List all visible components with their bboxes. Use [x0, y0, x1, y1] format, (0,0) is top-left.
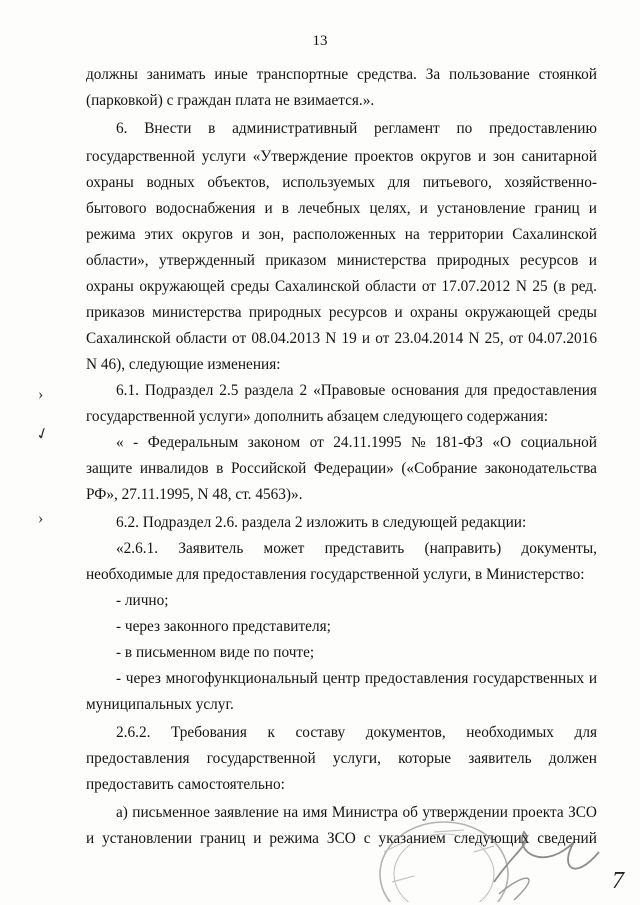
word: защите: [86, 460, 133, 477]
word: охраны: [86, 278, 134, 295]
text-line-content: [86, 67, 597, 82]
page-number: 13: [312, 33, 328, 49]
text-line-content: - лично;: [116, 592, 169, 609]
word: административный: [232, 120, 358, 137]
text-line-content: [86, 253, 597, 268]
text-line-content: (парковкой) с граждан плата не взимается.».: [86, 92, 375, 109]
word: необходимых: [466, 724, 554, 741]
word: 04.07.2016: [528, 330, 597, 347]
word: раздела: [244, 382, 294, 399]
word: Заявитель: [178, 540, 244, 557]
word: стоянкой: [538, 66, 597, 83]
word: целях,: [369, 200, 411, 217]
word: Российской: [230, 460, 307, 477]
word: министерства: [152, 304, 242, 321]
word: «О: [492, 434, 512, 451]
word: ресурсов: [519, 252, 579, 269]
word: Федерации»: [313, 460, 394, 477]
word: заявление: [214, 804, 279, 821]
word: среды: [230, 278, 270, 295]
word: 08.04.2013: [251, 330, 321, 347]
word: («Собрание: [401, 460, 478, 477]
word: ред.: [571, 278, 597, 295]
text-line-content: [86, 279, 597, 294]
word: 19: [341, 330, 357, 347]
word: предоставлению: [488, 120, 597, 137]
word: и: [478, 148, 487, 165]
text-line-content: [116, 121, 597, 136]
word: Сахалинской: [512, 226, 597, 243]
word: и: [361, 330, 371, 347]
word: границ: [200, 830, 246, 847]
word: проекта: [512, 804, 564, 821]
text-line-content: N 46), следующие изменения:: [86, 356, 281, 373]
word: основания: [391, 382, 460, 399]
official-seal-stamp: [374, 812, 604, 902]
word: и: [241, 226, 250, 243]
word: сведений: [537, 830, 597, 847]
word: в: [208, 120, 216, 137]
word: должен: [548, 750, 597, 767]
word: на: [404, 226, 420, 243]
word: санитарной: [521, 148, 597, 165]
word: этих: [144, 226, 174, 243]
word: государственной: [86, 148, 196, 165]
word: используемых: [282, 174, 376, 191]
text-line-content: [116, 541, 597, 556]
word: №: [411, 434, 426, 451]
word: N: [325, 330, 337, 347]
word: области: [175, 330, 227, 347]
margin-mark: ›: [38, 386, 44, 403]
word: бытового: [86, 200, 147, 217]
text-line-content: [86, 461, 597, 476]
word: регламент: [374, 120, 440, 137]
text-line-content: [86, 175, 597, 190]
text-line-content: муниципальных услуг.: [86, 696, 234, 713]
word: приказов: [86, 304, 145, 321]
word: занимать: [146, 66, 206, 83]
word: по: [456, 120, 473, 137]
word: составу: [295, 724, 346, 741]
word: услуги: [201, 148, 246, 165]
word: Внести: [144, 120, 192, 137]
word: охраны: [86, 174, 134, 191]
word: приказом: [265, 252, 327, 269]
word: 181-ФЗ: [435, 434, 483, 451]
margin-mark: ›: [38, 510, 44, 527]
word: округов: [420, 148, 472, 165]
word: 24.11.1995: [333, 434, 402, 451]
word: режима: [269, 830, 319, 847]
word: социальной: [520, 434, 597, 451]
word: (в: [553, 278, 566, 295]
text-line-content: [86, 201, 597, 216]
word: 25,: [484, 330, 504, 347]
word: для: [574, 724, 597, 741]
folio-mark: 7: [612, 868, 624, 894]
word: 17.07.2012: [441, 278, 511, 295]
word: центр: [322, 670, 361, 687]
word: границ: [534, 200, 580, 217]
word: ресурсов: [328, 304, 388, 321]
word: 2.5: [219, 382, 239, 399]
word: Федеральным: [147, 434, 239, 451]
word: указанием: [378, 830, 446, 847]
word: объектов,: [207, 174, 270, 191]
word: области: [365, 278, 417, 295]
text-line-content: [86, 227, 597, 242]
word: Требования: [171, 724, 247, 741]
word: -: [116, 670, 122, 687]
word: хозяйственно-: [504, 174, 597, 191]
word: 6.: [116, 120, 128, 137]
word: Сахалинской: [274, 278, 360, 295]
word: окружающей: [139, 278, 225, 295]
word: должны: [86, 66, 138, 83]
word: 2.6.2.: [116, 724, 151, 741]
word: ЗСО: [326, 830, 356, 847]
word: может: [263, 540, 305, 557]
word: которые: [398, 750, 452, 767]
word: а): [116, 804, 128, 821]
text-line-content: [116, 725, 597, 740]
word: утвержденный: [159, 252, 255, 269]
word: инвалидов: [139, 460, 209, 477]
word: Подраздел: [144, 382, 214, 399]
word: и: [419, 200, 428, 217]
word: транспортные: [256, 66, 349, 83]
word: водных: [146, 174, 195, 191]
word: от: [421, 278, 436, 295]
word: (направить): [424, 540, 502, 557]
text-line-content: [86, 305, 597, 320]
word: следующих: [453, 830, 530, 847]
word: от: [309, 434, 324, 451]
word: от: [232, 330, 247, 347]
word: N: [515, 278, 527, 295]
word: -: [133, 434, 139, 451]
word: документов,: [365, 724, 446, 741]
word: N: [468, 330, 480, 347]
text-line-content: необходимые для предоставления государственной услуги, в Министерство:: [86, 566, 585, 583]
word: министерства: [336, 252, 427, 269]
word: услуги,: [332, 750, 381, 767]
word: зон,: [258, 226, 285, 243]
word: «2.6.1.: [116, 540, 159, 557]
text-line-content: [86, 149, 597, 164]
word: об: [402, 804, 418, 821]
word: среды: [557, 304, 597, 321]
signature-scribble: [494, 832, 599, 882]
word: через: [125, 670, 161, 687]
word: имя: [302, 804, 328, 821]
word: питьевого,: [422, 174, 492, 191]
word: иные: [214, 66, 248, 83]
word: охраны: [409, 304, 458, 321]
word: предоставления: [86, 750, 190, 767]
text-line-content: предоставить самостоятельно:: [86, 776, 285, 793]
word: окружающей: [465, 304, 551, 321]
word: для: [387, 174, 411, 191]
word: ЗСО: [568, 804, 597, 821]
word: За: [425, 66, 441, 83]
word: водоснабжения: [155, 200, 256, 217]
text-line-content: РФ», 27.11.1995, N 48, ст. 4563)».: [86, 486, 303, 503]
word: 25: [532, 278, 548, 295]
text-line-content: - через законного представителя;: [116, 618, 331, 635]
word: утверждении: [422, 804, 508, 821]
word: проектов: [354, 148, 414, 165]
word: для: [465, 382, 488, 399]
word: и: [264, 200, 273, 217]
word: округов: [182, 226, 233, 243]
word: заявитель: [468, 750, 532, 767]
word: «: [116, 434, 124, 451]
text-line-content: - в письменном виде по почте;: [116, 644, 315, 661]
word: многофункциональный: [165, 670, 318, 687]
word: в: [216, 460, 224, 477]
text-line-content: [116, 383, 597, 398]
text-line-content: государственной услуги» дополнить абзацем следующего содержания:: [86, 408, 548, 425]
word: с: [363, 830, 371, 847]
margin-mark: ✓: [33, 424, 53, 445]
word: письменное: [132, 804, 210, 821]
word: и: [588, 670, 597, 687]
word: и: [588, 200, 597, 217]
text-line-content: [116, 435, 597, 450]
word: представить: [324, 540, 405, 557]
text-line-content: [86, 331, 597, 346]
word: 6.1.: [116, 382, 139, 399]
word: установление: [436, 200, 526, 217]
text-line-content: [116, 671, 597, 686]
word: установлении: [102, 830, 193, 847]
word: в: [281, 200, 289, 217]
word: предоставления: [493, 382, 597, 399]
word: 2: [299, 382, 308, 399]
word: «Утверждение: [252, 148, 348, 165]
word: и: [86, 830, 95, 847]
word: законодательства: [484, 460, 597, 477]
word: от: [375, 330, 390, 347]
word: территории: [428, 226, 504, 243]
word: зон: [492, 148, 515, 165]
word: природных: [248, 304, 322, 321]
word: на: [283, 804, 299, 821]
word: Сахалинской: [86, 330, 171, 347]
word: предоставления: [364, 670, 469, 687]
word: лечебных: [298, 200, 361, 217]
word: документы,: [521, 540, 597, 557]
word: и: [588, 252, 597, 269]
word: и: [253, 830, 262, 847]
word: государственных: [473, 670, 585, 687]
word: области»,: [86, 252, 149, 269]
word: «Правовые: [313, 382, 386, 399]
word: природных: [436, 252, 510, 269]
text-line-content: [86, 751, 597, 766]
word: режима: [86, 226, 136, 243]
word: к: [267, 724, 275, 741]
word: средства.: [356, 66, 417, 83]
word: пользование: [448, 66, 530, 83]
word: государственной: [206, 750, 316, 767]
word: и: [394, 304, 403, 321]
word: расположенных: [292, 226, 397, 243]
word: от: [508, 330, 524, 347]
text-line-content: 6.2. Подраздел 2.6. раздела 2 изложить в следующей редакции:: [116, 514, 527, 531]
word: законом: [247, 434, 301, 451]
word: Министра: [331, 804, 399, 821]
word: 23.04.2014: [394, 330, 464, 347]
